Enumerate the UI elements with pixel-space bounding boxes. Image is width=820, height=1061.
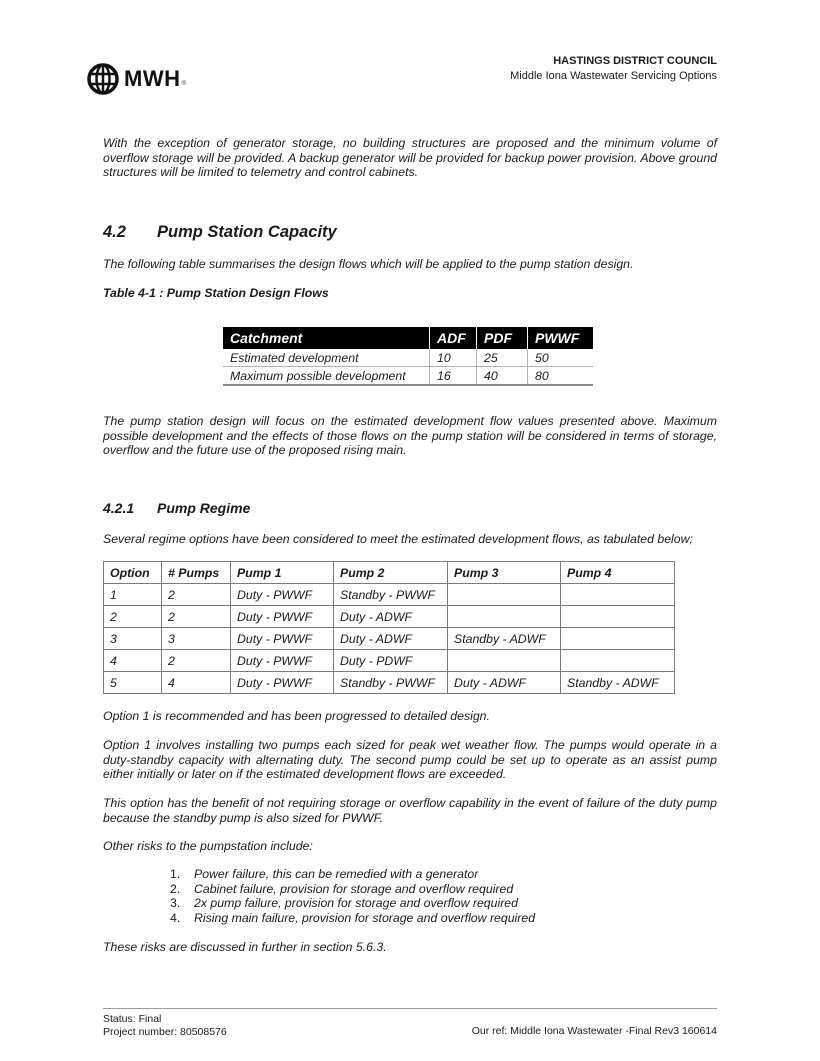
table-cell: Duty - ADWF — [448, 672, 561, 694]
logo-text: MWH — [124, 66, 181, 91]
column-header: PWWF — [528, 327, 594, 349]
table-header-row — [104, 562, 675, 584]
section-number: 4.2 — [103, 223, 126, 241]
document-header — [510, 54, 717, 84]
list-item — [170, 911, 535, 926]
list-item — [170, 867, 535, 882]
recommendation-paragraph: Option 1 is recommended and has been progressed to detailed design. — [103, 709, 490, 723]
table-cell — [561, 650, 675, 672]
table-cell: 3 — [104, 628, 162, 650]
table-cell — [561, 606, 675, 628]
list-item — [170, 896, 535, 911]
design-flows-table — [223, 327, 593, 386]
table-cell: 5 — [104, 672, 162, 694]
list-number: 4. — [170, 910, 181, 925]
project-title: Middle Iona Wastewater Servicing Options — [510, 70, 717, 82]
list-number: 3. — [170, 896, 181, 911]
project-number: Project number: 80508576 — [103, 1025, 227, 1038]
table-cell: 80 — [528, 367, 594, 386]
table-cell: Maximum possible development — [223, 367, 430, 386]
globe-icon — [87, 63, 119, 95]
table-cell: 1 — [104, 584, 162, 606]
table-row — [223, 349, 593, 367]
list-item — [170, 882, 535, 897]
organization-name: HASTINGS DISTRICT COUNCIL — [553, 55, 717, 67]
column-header: Pump 4 — [561, 562, 675, 584]
footer-left — [103, 1013, 227, 1038]
column-header: PDF — [477, 327, 528, 349]
list-text: 2x pump failure, provision for storage and overflow required — [194, 896, 518, 911]
intro-paragraph: With the exception of generator storage, no building structures are proposed and the minimum volume of overflow storage will be provided. A backup generator will be provided for backup power provision. Above ground structures will be limited to telemetry and control cabinets. — [103, 136, 717, 180]
after-table-paragraph: The pump station design will focus on the estimated development flow values presented above. Maximum possible development and the effects of those flows on the pump station will be considered in terms of storage, overflow and the future use of the proposed rising main. — [103, 414, 717, 458]
column-header: Pump 2 — [334, 562, 448, 584]
table-cell: Standby - PWWF — [334, 672, 448, 694]
section-heading-4-2 — [103, 223, 337, 242]
table-cell: Duty - PWWF — [231, 672, 334, 694]
table-cell: 2 — [162, 606, 231, 628]
table-cell: 3 — [162, 628, 231, 650]
risks-intro-paragraph: Other risks to the pumpstation include: — [103, 839, 313, 853]
table-cell: Duty - PDWF — [334, 650, 448, 672]
table-cell: Standby - ADWF — [561, 672, 675, 694]
table-cell: Duty - ADWF — [334, 628, 448, 650]
section-title: Pump Station Capacity — [157, 223, 337, 241]
section-number: 4.2.1 — [103, 500, 135, 516]
our-reference: Our ref: Middle Iona Wastewater -Final Rev3 160614 — [471, 1025, 717, 1037]
benefit-paragraph: This option has the benefit of not requiring storage or overflow capability in the event of failure of the duty pump because the standby pump is also sized for PWWF. — [103, 796, 717, 825]
list-text: Cabinet failure, provision for storage and overflow required — [194, 881, 514, 896]
column-header: Pump 1 — [231, 562, 334, 584]
table-cell: 2 — [162, 584, 231, 606]
list-text: Rising main failure, provision for storage and overflow required — [194, 910, 536, 925]
table-cell: 25 — [477, 349, 528, 367]
registered-mark: ® — [181, 81, 186, 87]
table-cell: Estimated development — [223, 349, 430, 367]
section-intro: Several regime options have been considered to meet the estimated development flows, as tabulated below; — [103, 532, 693, 546]
table-header-row — [223, 327, 593, 349]
status-text: Status: Final — [103, 1013, 162, 1025]
table-row — [104, 584, 675, 606]
table-cell: Duty - PWWF — [231, 584, 334, 606]
table-cell: Duty - PWWF — [231, 650, 334, 672]
table-row — [223, 367, 593, 386]
pump-regime-table — [103, 561, 675, 694]
table-row — [104, 650, 675, 672]
table-cell — [448, 606, 561, 628]
mwh-logo — [87, 63, 186, 95]
table-cell: 4 — [104, 650, 162, 672]
section-intro: The following table summarises the design flows which will be applied to the pump station design. — [103, 257, 634, 271]
table-cell: Duty - ADWF — [334, 606, 448, 628]
section-title: Pump Regime — [157, 500, 251, 516]
table-cell — [448, 650, 561, 672]
column-header: Catchment — [223, 327, 430, 349]
table-row — [104, 672, 675, 694]
section-heading-4-2-1 — [103, 500, 250, 516]
table-row — [104, 606, 675, 628]
column-header: # Pumps — [162, 562, 231, 584]
footer-divider — [103, 1008, 717, 1009]
table-cell: 50 — [528, 349, 594, 367]
list-text: Power failure, this can be remedied with a generator — [194, 867, 479, 881]
table-cell: 2 — [162, 650, 231, 672]
table-cell — [561, 584, 675, 606]
list-number: 2. — [170, 881, 181, 896]
column-header: ADF — [430, 327, 477, 349]
table-caption: Table 4-1 : Pump Station Design Flows — [103, 286, 329, 300]
table-row — [104, 628, 675, 650]
column-header: Pump 3 — [448, 562, 561, 584]
closing-paragraph: These risks are discussed in further in section 5.6.3. — [103, 940, 387, 954]
table-cell: 2 — [104, 606, 162, 628]
table-cell: Standby - PWWF — [334, 584, 448, 606]
table-cell: Standby - ADWF — [448, 628, 561, 650]
column-header: Option — [104, 562, 162, 584]
table-cell: 4 — [162, 672, 231, 694]
list-number: 1. — [170, 867, 181, 881]
table-cell: 10 — [430, 349, 477, 367]
risks-list — [170, 867, 535, 925]
table-cell — [561, 628, 675, 650]
table-cell: 40 — [477, 367, 528, 386]
table-cell: Duty - PWWF — [231, 628, 334, 650]
option-description-paragraph: Option 1 involves installing two pumps each sized for peak wet weather flow. The pumps would operate in a duty-standby capacity with alternating duty. The second pump could be set up to operate as an assist pump either initially or later on if the estimated development flows are exceeded. — [103, 738, 717, 782]
table-cell: 16 — [430, 367, 477, 386]
table-cell: Duty - PWWF — [231, 606, 334, 628]
table-cell — [448, 584, 561, 606]
